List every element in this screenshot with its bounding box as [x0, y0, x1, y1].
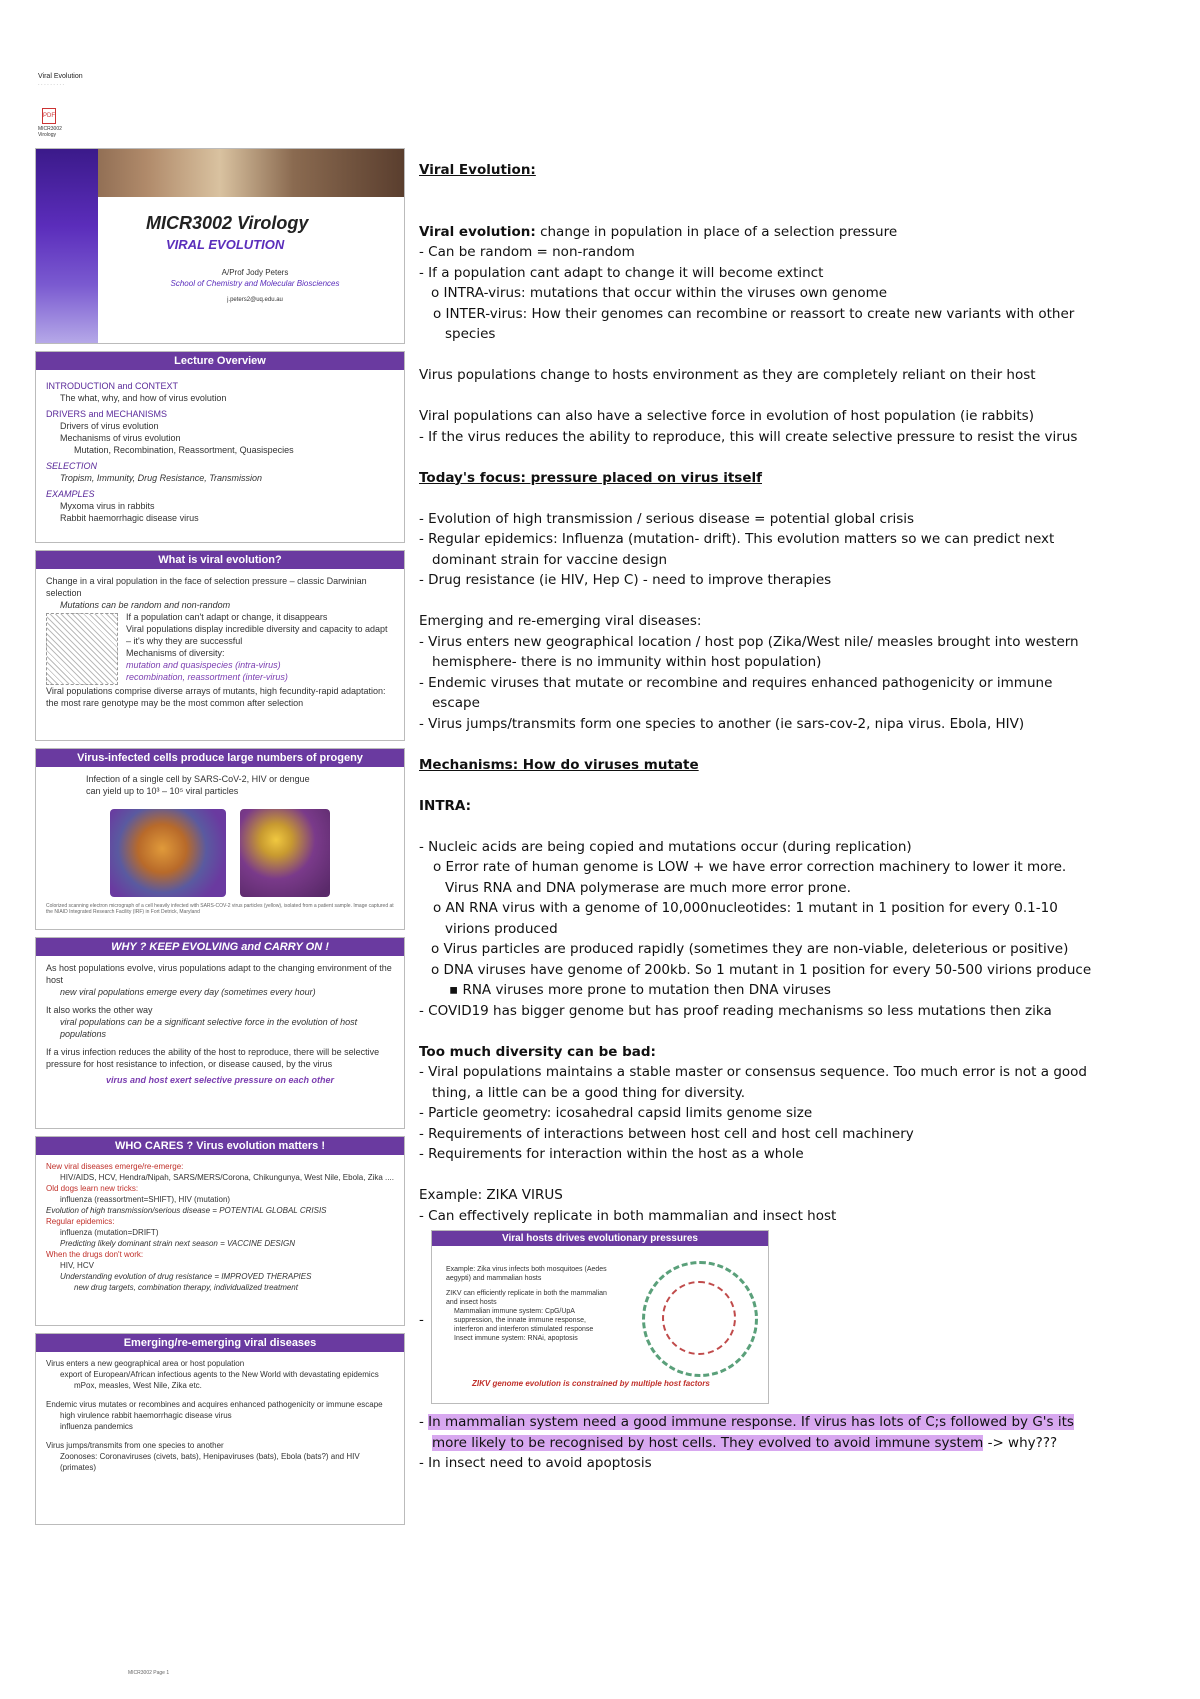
slide-line: If a virus infection reduces the ability of the host to reproduce, there will be selective pressure for host resistance to infection, or disease caused, by the virus — [46, 1047, 380, 1069]
header-title: Viral Evolution — [38, 73, 83, 80]
darwin-sketch-image — [46, 613, 118, 685]
slide-line: Old dogs learn new tricks: — [46, 1184, 139, 1193]
slide-heading: What is viral evolution? — [36, 551, 404, 569]
slide-heading: Lecture Overview — [36, 352, 404, 370]
slide-line: When the drugs don't work: — [46, 1250, 144, 1259]
note-line: - Can effectively replicate in both mammalian and insect host — [419, 1207, 837, 1224]
slide-line: export of European/African infectious agents to the New World with devastating epidemics — [60, 1370, 379, 1379]
author-block — [36, 267, 404, 306]
pdf-caption-line-2: Virology — [38, 132, 56, 138]
slide-heading: Emerging/re-emerging viral diseases — [36, 1334, 404, 1352]
slide-line: Infection of a single cell by SARS-CoV-2, HIV or dengue — [86, 774, 310, 784]
notes-heading: Viral Evolution: — [419, 162, 536, 178]
definition — [419, 222, 1099, 243]
slide-progeny — [35, 748, 405, 930]
slide-line: New viral diseases emerge/re-emerge: — [46, 1162, 184, 1171]
note-line: - Virus enters new geographical location / host pop (Zika/West nile/ measles brought into western hemisphere- there is no immunity within host population) — [419, 633, 1079, 670]
slide-line: can yield up to 10³ – 10⁵ viral particles — [86, 786, 239, 796]
overview-line: Tropism, Immunity, Drug Resistance, Transmission — [60, 473, 263, 483]
overview-line: SELECTION — [46, 461, 98, 471]
slide-emerging — [35, 1333, 405, 1525]
note-line: - Nucleic acids are being copied and mutations occur (during replication) — [419, 838, 912, 855]
note-line: ▪ RNA viruses more prone to mutation then DNA viruses — [449, 982, 831, 998]
note-line: - In insect need to avoid apoptosis — [419, 1455, 652, 1471]
slide-line: new drug targets, combination therapy, individualized treatment — [74, 1283, 298, 1292]
slide-line: Mutations can be random and non-random — [60, 600, 231, 610]
note-line: - Virus jumps/transmits form one species to another (ie sars-cov-2, nipa virus. Ebola, HIV) — [419, 715, 1025, 732]
definition-text: change in population in place of a selection pressure — [535, 223, 898, 240]
pdf-caption-line-1: MICR3002 — [38, 126, 62, 132]
slide-line: viral populations can be a significant selective force in the evolution of host populations — [60, 1017, 358, 1039]
embedded-slide-body — [446, 1265, 616, 1343]
note-line: Virus populations change to hosts environment as they are completely reliant on their host — [419, 367, 1036, 383]
slide-line: HIV/AIDS, HCV, Hendra/Nipah, SARS/MERS/Corona, Chikungunya, West Nile, Ebola, Zika .... — [60, 1173, 394, 1182]
section-heading: Too much diversity can be bad: — [419, 1043, 656, 1060]
embedded-line: Insect immune system: RNAi, apoptosis — [454, 1335, 578, 1342]
overview-line: Myxoma virus in rabbits — [60, 501, 155, 511]
slide-line: Zoonoses: Coronaviruses (civets, bats), Henipaviruses (bats), Ebola (bats?) and HIV (primates) — [60, 1452, 360, 1472]
note-line: - Regular epidemics: Influenza (mutation- drift). This evolution matters so we can predict next dominant strain for vaccine design — [419, 531, 1055, 568]
page-header — [38, 72, 83, 90]
pdf-attachment-icon[interactable]: PDF — [42, 108, 56, 124]
slide-line: mPox, measles, West Nile, Zika etc. — [74, 1381, 202, 1390]
note-line: Viral populations can also have a selective force in evolution of host population (ie rabbits) — [419, 408, 1034, 424]
section-heading: Mechanisms: How do viruses mutate — [419, 756, 699, 773]
lecture-title: VIRAL EVOLUTION — [166, 237, 285, 252]
slide-body — [36, 1155, 404, 1299]
slide-line: influenza (reassortment=SHIFT), HIV (mutation) — [60, 1195, 231, 1204]
slide-line: As host populations evolve, virus populations adapt to the changing environment of the host — [46, 963, 392, 985]
slide-line: Mechanisms of diversity: — [126, 648, 225, 658]
slide-who-cares — [35, 1136, 405, 1326]
author-email: j.peters2@uq.edu.au — [227, 297, 283, 303]
embedded-slide-heading: Viral hosts drives evolutionary pressures — [432, 1231, 768, 1246]
micrograph-row — [36, 809, 404, 897]
note-line: - If a population cant adapt to change it will become extinct — [419, 264, 824, 281]
note-line: o AN RNA virus with a genome of 10,000nucleotides: 1 mutant in 1 position for every 0.1-10 virions produced — [433, 900, 1058, 937]
overview-line: DRIVERS and MECHANISMS — [46, 409, 168, 419]
slide-body — [36, 767, 404, 803]
section-heading: Emerging and re-emerging viral diseases: — [419, 613, 702, 629]
slide-line: HIV, HCV — [60, 1261, 94, 1270]
note-line: o Error rate of human genome is LOW + we have error correction machinery to lower it more. Virus RNA and DNA polymerase are much more error prone. — [433, 859, 1067, 896]
slides-column — [35, 148, 405, 1532]
pdf-caption — [38, 126, 62, 138]
host-cycle-inner — [662, 1281, 736, 1355]
note-line: o Virus particles are produced rapidly (sometimes they are non-viable, deleterious or positive) — [431, 941, 1069, 957]
note-line: - Drug resistance (ie HIV, Hep C) - need to improve therapies — [419, 572, 832, 588]
slide-line: Virus jumps/transmits from one species to another — [46, 1441, 224, 1450]
embedded-slide-wrap — [419, 1230, 1099, 1404]
overview-line: Rabbit haemorrhagic disease virus — [60, 513, 199, 523]
slide-line: Endemic virus mutates or recombines and acquires enhanced pathogenicity or immune escape — [46, 1400, 383, 1409]
slide-line: mutation and quasispecies (intra-virus) — [126, 660, 281, 670]
slide-line: Viral populations comprise diverse arrays of mutants, high fecundity-rapid adaptation: the most rare genotype may be the most common after selection — [46, 686, 386, 708]
slide-title-side-art — [36, 149, 98, 343]
slide-body — [36, 1352, 404, 1479]
embedded-line: Mammalian immune system: CpG/UpA suppression, the innate immune response, interferon and interferon stimulated response — [454, 1308, 594, 1333]
note-line: - Requirements of interactions between host cell and host cell machinery — [419, 1125, 914, 1142]
embedded-line: Example: Zika virus infects both mosquitoes (Aedes aegypti) and mammalian hosts — [446, 1266, 607, 1282]
course-title: MICR3002 Virology — [146, 213, 309, 233]
slide-line: If a population can't adapt or change, it disappears — [126, 612, 328, 622]
slide-title — [35, 148, 405, 344]
slide-line: Predicting likely dominant strain next season = VACCINE DESIGN — [60, 1239, 295, 1248]
section-heading: Today's focus: pressure placed on virus itself — [419, 469, 762, 486]
slide-line: recombination, reassortment (inter-virus) — [126, 672, 288, 682]
embedded-conclusion: ZIKV genome evolution is constrained by multiple host factors — [472, 1379, 710, 1388]
note-line: o DNA viruses have genome of 200kb. So 1 mutant in 1 position for every 50-500 virions produce — [431, 961, 1092, 978]
section-heading: INTRA: — [419, 797, 472, 814]
overview-line: EXAMPLES — [46, 489, 95, 499]
slide-line: influenza pandemics — [60, 1422, 133, 1431]
section-heading: Example: ZIKA VIRUS — [419, 1187, 563, 1203]
note-line: o INTRA-virus: mutations that occur within the viruses own genome — [431, 285, 888, 301]
overview-line: Mechanisms of virus evolution — [60, 433, 181, 443]
page-footer: MICR3002 Page 1 — [128, 1670, 170, 1676]
note-dash: - — [419, 1312, 424, 1328]
note-line: - Evolution of high transmission / serious disease = potential global crisis — [419, 510, 915, 527]
slide-line: Evolution of high transmission/serious disease = POTENTIAL GLOBAL CRISIS — [46, 1206, 327, 1215]
slide-line: Viral populations display incredible diversity and capacity to adapt – it's why they are successful — [126, 624, 388, 646]
overview-line: INTRODUCTION and CONTEXT — [46, 381, 179, 391]
embedded-slide — [431, 1230, 769, 1404]
slide-heading: WHY ? KEEP EVOLVING and CARRY ON ! — [36, 938, 404, 956]
overview-line: The what, why, and how of virus evolution — [60, 393, 227, 403]
note-line: - Particle geometry: icosahedral capsid limits genome size — [419, 1105, 813, 1121]
slide-line: Virus enters a new geographical area or host population — [46, 1359, 245, 1368]
slide-body — [36, 956, 404, 1092]
overview-line: Mutation, Recombination, Reassortment, Quasispecies — [74, 445, 294, 455]
highlight-line: - In mammalian system need a good immune response. If virus has lots of C;s followed by G's its more likely to be recognised by host cells. They evolved to avoid immune system -> why??? — [419, 1414, 1074, 1451]
note-line: - COVID19 has bigger genome but has proof reading mechanisms so less mutations then zika — [419, 1002, 1052, 1019]
note-line: - If the virus reduces the ability to reproduce, this will create selective pressure to resist the virus — [419, 428, 1078, 445]
slide-body — [36, 569, 404, 715]
note-line: - Viral populations maintains a stable master or consensus sequence. Too much error is not a good thing, a little can be a good thing for diversity. — [419, 1064, 1087, 1101]
slide-line: new viral populations emerge every day (sometimes every hour) — [60, 987, 316, 997]
overview-line: Drivers of virus evolution — [60, 421, 159, 431]
micrograph-caption: Colorized scanning electron micrograph of a cell heavily infected with SARS-COV-2 virus particles (yellow), isolated from a patient sample. Image captured at the NIAID Integrated Research Facility (IRF) in Fort Detrick, Maryland — [46, 903, 394, 915]
slide-line: It also works the other way — [46, 1005, 153, 1015]
definition-term: Viral evolution: — [419, 223, 536, 240]
virus-micrograph-1 — [110, 809, 226, 897]
highlighted-text: In mammalian system need a good immune response. If virus has lots of C;s followed by G's its more likely to be recognised by host cells. They evolved to avoid immune system — [428, 1414, 1074, 1451]
slide-line: Change in a viral population in the face of selection pressure – classic Darwinian selection — [46, 576, 367, 598]
notes-column — [419, 160, 1099, 1474]
author-school: School of Chemistry and Molecular Biosciences — [170, 279, 340, 288]
note-question: -> why??? — [983, 1434, 1058, 1451]
note-line: - Requirements for interaction within the host as a whole — [419, 1146, 804, 1162]
slide-heading: WHO CARES ? Virus evolution matters ! — [36, 1137, 404, 1155]
slide-what-is — [35, 550, 405, 741]
note-line: o INTER-virus: How their genomes can recombine or reassort to create new variants with other species — [433, 305, 1075, 342]
note-line: - Endemic viruses that mutate or recombine and requires enhanced pathogenicity or immune escape — [419, 674, 1053, 711]
virus-micrograph-2 — [240, 809, 330, 897]
slide-line: virus and host exert selective pressure on each other — [105, 1075, 335, 1085]
slide-line: Understanding evolution of drug resistance = IMPROVED THERAPIES — [60, 1272, 312, 1281]
header-subtitle: · · · · · · · · · — [38, 82, 65, 88]
slide-line: Regular epidemics: — [46, 1217, 115, 1226]
embedded-line: ZIKV can efficiently replicate in both the mammalian and insect hosts — [446, 1290, 607, 1306]
slide-line: high virulence rabbit haemorrhagic disease virus — [60, 1411, 232, 1420]
slide-overview — [35, 351, 405, 543]
author-name: A/Prof Jody Peters — [221, 268, 289, 277]
slide-line: influenza (mutation=DRIFT) — [60, 1228, 159, 1237]
note-line: - Can be random = non-random — [419, 244, 635, 260]
slide-why — [35, 937, 405, 1129]
slide-body — [36, 370, 404, 530]
slide-heading: Virus-infected cells produce large numbers of progeny — [36, 749, 404, 767]
